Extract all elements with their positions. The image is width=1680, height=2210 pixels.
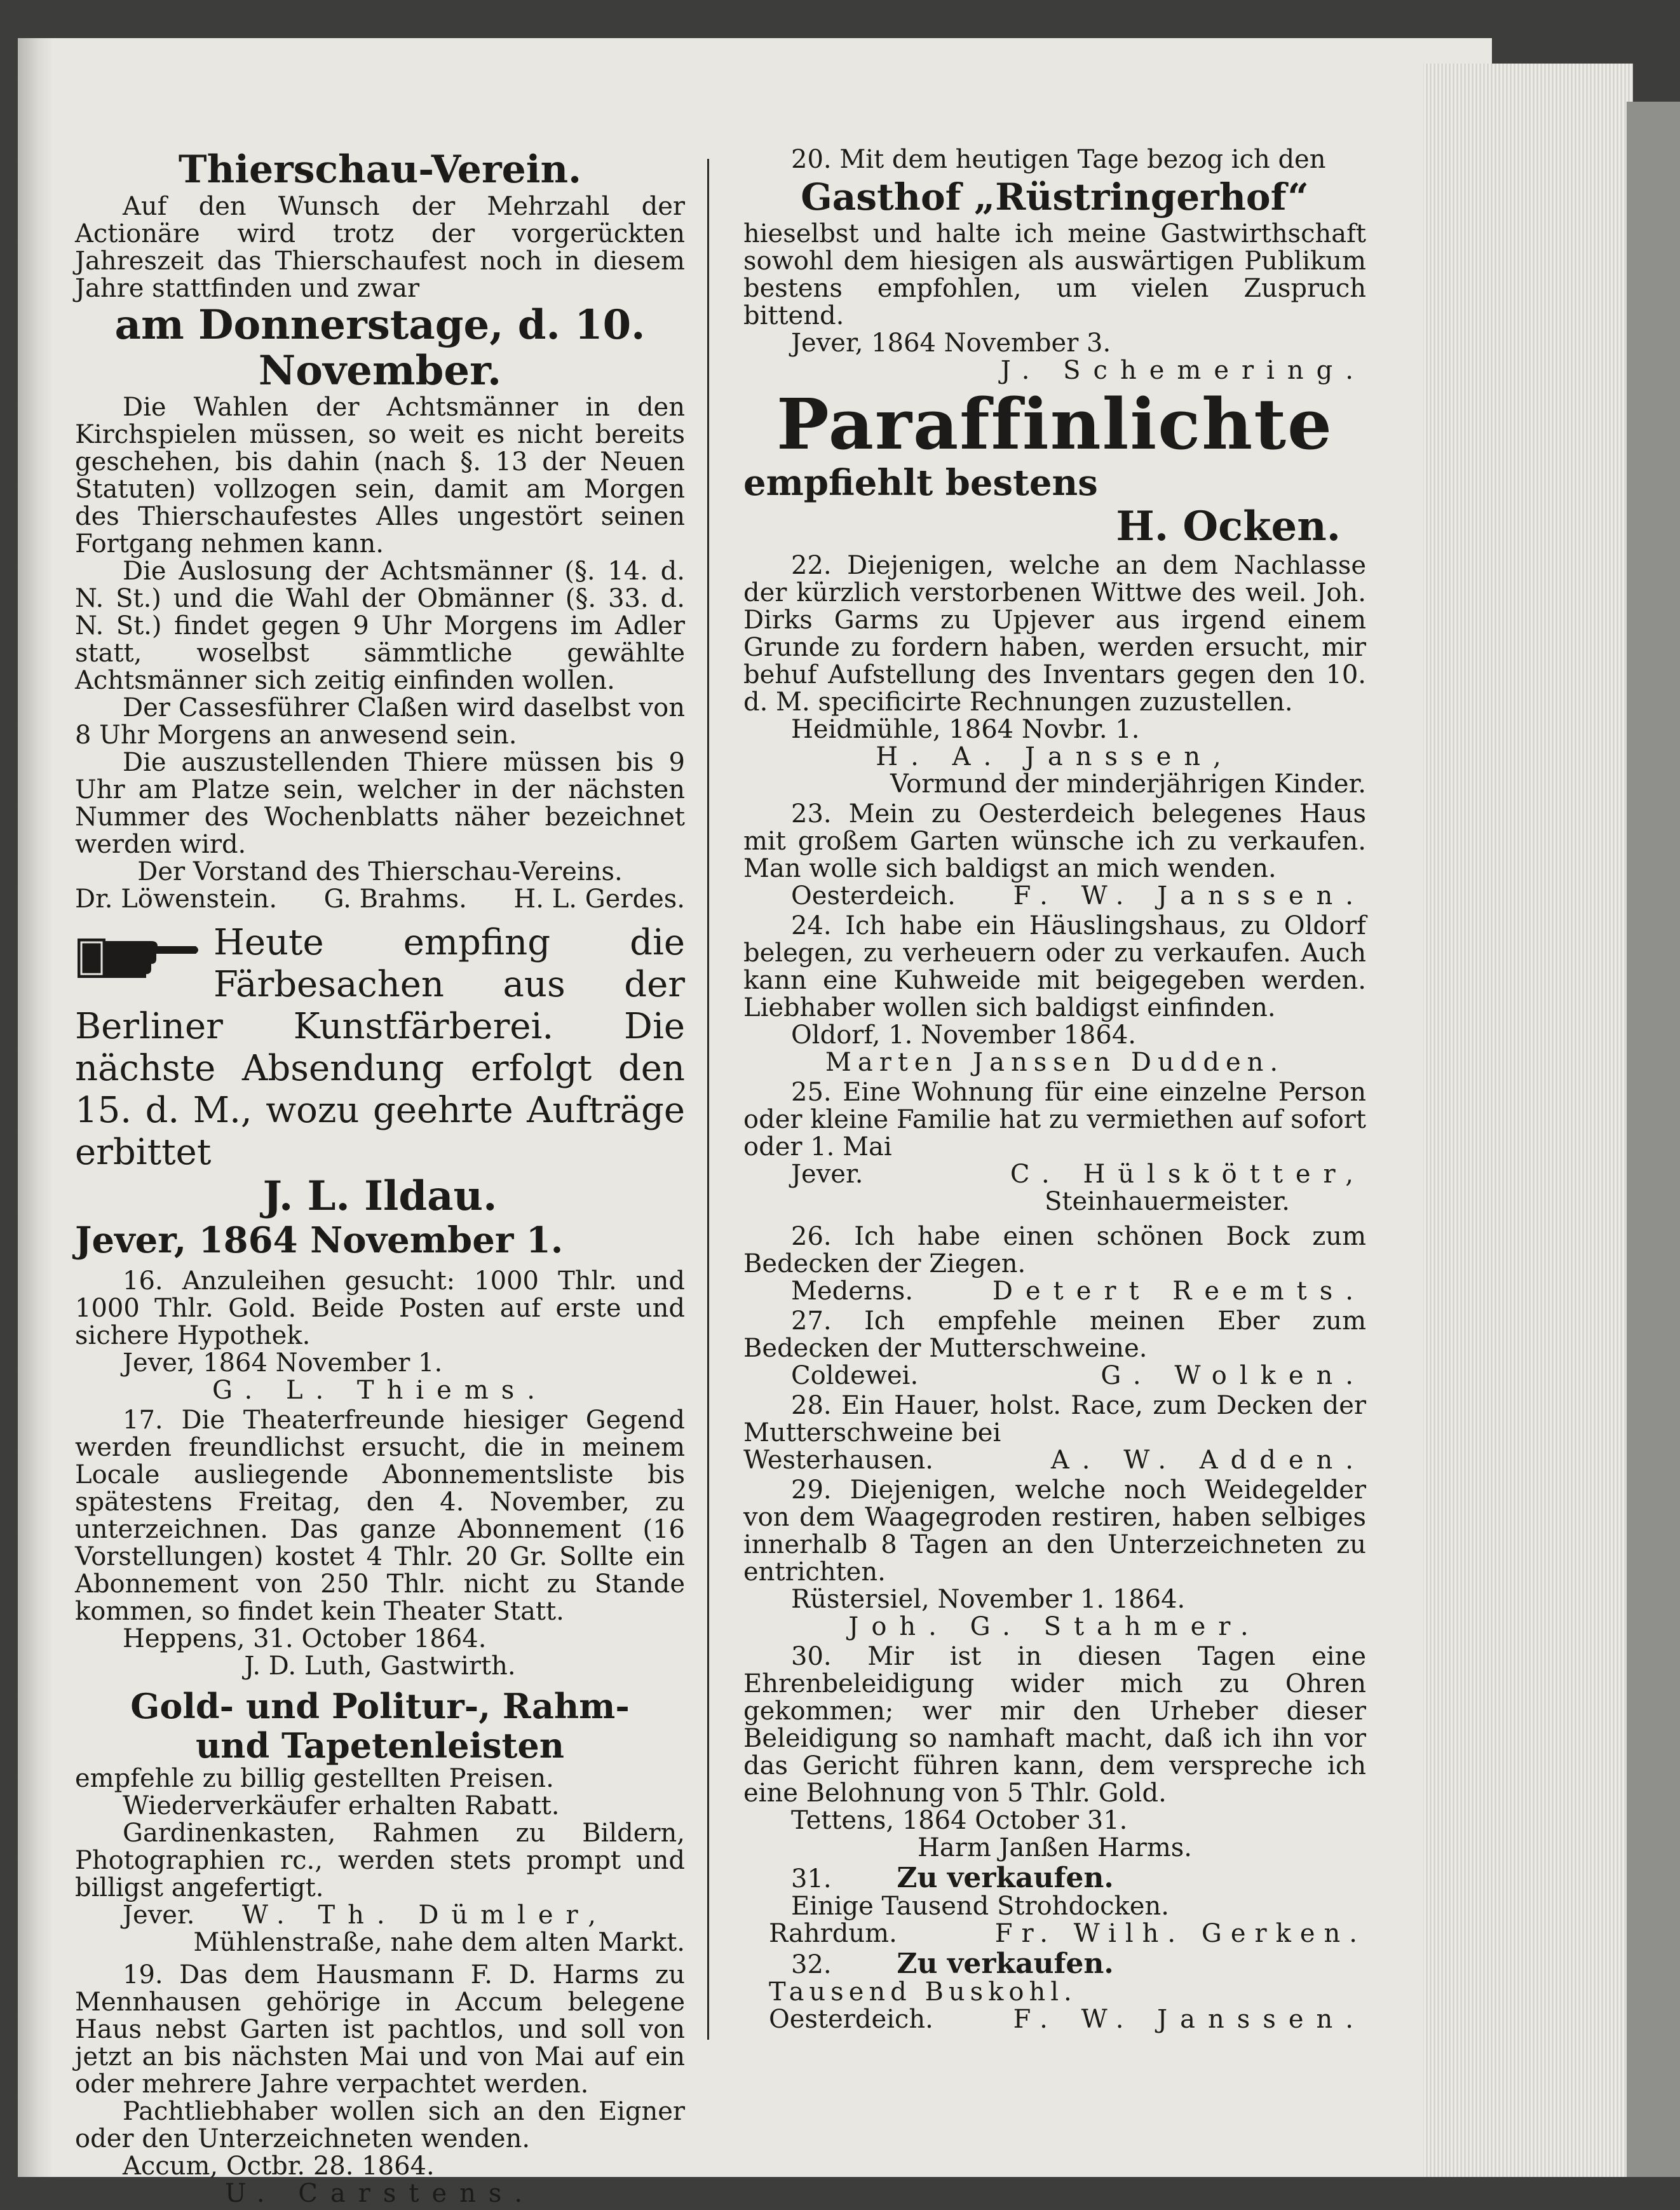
ad-text: 26. Ich habe einen schönen Bock zum Bedecken der Ziegen.: [743, 1222, 1366, 1278]
ad-17: [75, 1407, 685, 1680]
ad-place: Jever.: [123, 1901, 195, 1930]
ad-signature: U. Carstens.: [224, 2179, 536, 2208]
ad-text: Wiederverkäufer erhalten Rabatt.: [123, 1791, 560, 1820]
ad-text: Einige Tausend Strohdocken.: [791, 1892, 1169, 1921]
page-edges: [1423, 64, 1633, 2177]
ad-address: Mühlenstraße, nahe dem alten Markt.: [193, 1928, 685, 1957]
ad-place: Mederns.: [791, 1277, 914, 1306]
ad-text: 28. Ein Hauer, holst. Race, zum Decken der Mutterschweine bei: [743, 1391, 1366, 1447]
ad-signature: Fr. Wilh. Gerken.: [994, 1919, 1366, 1948]
ad-signature: C. Hülskötter,: [1010, 1160, 1366, 1189]
ad-text: 30. Mir ist in diesen Tagen eine Ehrenbeleidigung wider mich zu Ohren gekommen; wer mir den Urheber dieser Beleidigung so namhaft macht, daß ich ihn vor das Gericht führen kann, dem verspreche ich eine Belohnung von 5 Thlr. Gold.: [743, 1642, 1366, 1808]
ad-text: 16. Anzuleihen gesucht: 1000 Thlr. und 1000 Thlr. Gold. Beide Posten auf erste und sichere Hypothek.: [75, 1266, 685, 1350]
ad-16: [75, 1268, 685, 1404]
ad-22: [743, 552, 1366, 798]
ad-heading-line: [743, 1950, 1366, 1979]
dye-name: J. L. Ildau.: [262, 1172, 498, 1220]
ad-signature-line: [743, 1161, 1366, 1188]
paraffin-signature: H. Ocken.: [1116, 503, 1341, 550]
ad-place: Heppens, 31. October 1864.: [123, 1624, 487, 1653]
dye-text: Heute empfing die Färbesachen aus der Berliner Kunstfärberei. Die nächste Absendung erfolgt den 15. d. M., wozu geehrte Aufträge erbittet: [75, 922, 685, 1173]
tv-paragraph: Die Wahlen der Achtsmänner in den Kirchspielen müssen, so weit es nicht bereits geschehen, bis dahin (nach §. 13 der Neuen Statuten) vollzogen sein, damit am Morgen des Thierschaufestes Alles ungestört seinen Fortgang nehmen kann.: [75, 393, 685, 559]
ad-signature-line: [743, 2006, 1366, 2033]
ad-24: [743, 912, 1366, 1076]
ad-30: [743, 1643, 1366, 1862]
tv-signatures: [75, 886, 685, 913]
ad-signature: Joh. G. Stahmer.: [848, 1612, 1261, 1641]
ad-signature: A. W. Adden.: [1050, 1446, 1366, 1475]
left-column: [75, 146, 685, 2210]
ad-heading: Zu verkaufen.: [897, 1948, 1114, 1980]
gold-heading: Gold- und Politur-, Rahm-: [130, 1686, 630, 1726]
column-divider: [707, 159, 709, 2040]
pointing-hand-icon: [75, 927, 202, 987]
dye-ad: [75, 922, 685, 1261]
ad-31: [743, 1864, 1366, 1948]
ad-number: 32.: [791, 1950, 832, 1979]
tv-title: Thierschau-Verein.: [178, 147, 582, 192]
signature: Dr. Löwenstein.: [75, 885, 278, 914]
ad-place: Accum, Octbr. 28. 1864.: [123, 2152, 435, 2181]
ad-place: Jever, 1864 November 1.: [123, 1348, 443, 1378]
tv-paragraph: Auf den Wunsch der Mehrzahl der Actionäre wird trotz der vorgerückten Jahreszeit das Thierschaufest noch in diesem Jahre stattfinden und zwar: [75, 192, 685, 303]
thierschau-ad: [75, 146, 685, 913]
right-column: [743, 146, 1366, 2036]
signature: H. L. Gerdes.: [513, 885, 685, 914]
ad-heading: Gasthof „Rüstringerhof“: [801, 175, 1309, 219]
ad-text: 19. Das dem Hausmann F. D. Harms zu Mennhausen gehörige in Accum belegene Haus nebst Garten ist pachtlos, und soll von jetzt an bis nächsten Mai und von Mai auf ein oder mehrere Jahre verpachtet werden.: [75, 1960, 685, 2099]
ad-32: [743, 1950, 1366, 2033]
ad-number: 31.: [791, 1864, 832, 1894]
ad-text: 20. Mit dem heutigen Tage bezog ich den: [791, 145, 1326, 174]
ad-place: Jever, 1864 November 3.: [791, 329, 1111, 358]
ad-signature: Detert Reemts.: [992, 1277, 1366, 1306]
tv-paragraph: Die Auslosung der Achtsmänner (§. 14. d. N. St.) und die Wahl der Obmänner (§. 33. d. N. St.) findet gegen 9 Uhr Morgens im Adler statt, woselbst sämmtliche gewählte Achtsmänner sich zeitig einfinden wollen.: [75, 557, 685, 695]
ad-26: [743, 1223, 1366, 1305]
ad-text: Tausend Buskohl.: [769, 1977, 1077, 2007]
ad-signature: Marten Janssen Dudden.: [825, 1048, 1285, 1077]
ad-place: Oesterdeich.: [769, 2005, 933, 2034]
ad-signature-line: [743, 883, 1366, 910]
ad-text: Gardinenkasten, Rahmen zu Bildern, Photographien rc., werden stets prompt und billigst angefertigt.: [75, 1819, 685, 1902]
ad-place: Oldorf, 1. November 1864.: [791, 1020, 1136, 1050]
ad-place: Tettens, 1864 October 31.: [791, 1806, 1128, 1835]
paraffin-heading: Paraffinlichte: [776, 383, 1333, 465]
tv-board: Der Vorstand des Thierschau-Vereins.: [137, 857, 623, 886]
ad-23: [743, 801, 1366, 910]
ad-text: 27. Ich empfehle meinen Eber zum Bedecken der Mutterschweine.: [743, 1306, 1366, 1363]
ad-text: empfehle zu billig gestellten Preisen.: [75, 1764, 554, 1793]
ad-place: Heidmühle, 1864 Novbr. 1.: [791, 715, 1140, 744]
ad-28: [743, 1392, 1366, 1474]
ad-heading-line: [743, 1864, 1366, 1893]
ad-signature: G. L. Thiems.: [212, 1376, 548, 1405]
ad-text: Pachtliebhaber wollen sich an den Eigner oder den Unterzeichneten wenden.: [75, 2097, 685, 2153]
ad-signature: F. W. Janssen.: [1013, 881, 1366, 911]
gold-signature-line: [75, 1902, 685, 1929]
ad-signature: J. Schemering.: [1000, 356, 1366, 385]
gold-heading: und Tapetenleisten: [195, 1725, 565, 1766]
ad-signature: J. D. Luth, Gastwirth.: [244, 1651, 516, 1681]
ad-place: Westerhausen.: [743, 1446, 933, 1475]
ad-place: Coldewei.: [791, 1361, 919, 1390]
ad-signature: Harm Janßen Harms.: [917, 1833, 1193, 1862]
tv-paragraph: Der Cassesführer Claßen wird daselbst von 8 Uhr Morgens an anwesend sein.: [75, 693, 685, 750]
ad-text: hieselbst und halte ich meine Gastwirthschaft sowohl dem hiesigen als auswärtigen Publikum bestens empfohlen, um vielen Zuspruch bittend.: [743, 219, 1366, 330]
ad-text: 24. Ich habe ein Häuslingshaus, zu Oldorf belegen, zu verheuern oder zu verkaufen. Auch kann eine Kuhweide mit beigegeben werden. Liebhaber wollen sich baldigst einfinden.: [743, 911, 1366, 1022]
ad-signature-line: [743, 1362, 1366, 1390]
ad-signature-line: [743, 1920, 1366, 1948]
tv-paragraph: Die auszustellenden Thiere müssen bis 9 Uhr am Platze sein, welcher in der nächsten Nummer des Wochenblatts näher bezeichnet werden wird.: [75, 748, 685, 859]
ad-20: [743, 146, 1366, 384]
tv-date: am Donnerstage, d. 10. November.: [114, 301, 646, 395]
ad-signature-line: [743, 1278, 1366, 1305]
dye-place: Jever, 1864 November 1.: [75, 1219, 564, 1261]
ad-signature: H. A. Janssen,: [876, 742, 1234, 771]
ad-signature: W. Th. Dümler,: [241, 1901, 609, 1930]
ad-place: Rahrdum.: [769, 1919, 897, 1948]
ad-text: 22. Diejenigen, welche an dem Nachlasse der kürzlich verstorbenen Wittwe des weil. Joh. Dirks Garms zu Upjever aus irgend einem Grunde zu fordern haben, werden ersucht, mir behuf Aufstellung des Inventars gegen den 10. d. M. specificirte Rechnungen zuzustellen.: [743, 551, 1366, 717]
gold-ad: [75, 1686, 685, 1956]
ad-heading: Zu verkaufen.: [897, 1862, 1114, 1894]
ad-19: [75, 1962, 685, 2207]
ad-signature-line: [743, 1447, 1366, 1474]
paraffin-ad: [743, 383, 1366, 550]
signature: G. Brahms.: [323, 885, 467, 914]
ad-place: Rüstersiel, November 1. 1864.: [791, 1585, 1186, 1614]
ad-signature: F. W. Janssen.: [1013, 2005, 1366, 2034]
ad-text: 29. Diejenigen, welche noch Weidegelder von dem Waagegroden restiren, haben selbiges innerhalb 8 Tagen an den Unterzeichneten zu entrichten.: [743, 1475, 1366, 1587]
book-spine-shadow: [18, 38, 53, 2177]
ad-signature: G. Wolken.: [1101, 1361, 1366, 1390]
ad-place: Jever.: [791, 1160, 864, 1189]
ad-place: Oesterdeich.: [791, 881, 956, 911]
ad-role: Steinhauermeister.: [1045, 1187, 1290, 1216]
ad-text: 25. Eine Wohnung für eine einzelne Person oder kleine Familie hat zu vermiethen auf sofort oder 1. Mai: [743, 1078, 1366, 1162]
ad-25: [743, 1079, 1366, 1216]
paraffin-sub: empfiehlt bestens: [743, 462, 1098, 504]
ad-27: [743, 1308, 1366, 1390]
ad-text: 17. Die Theaterfreunde hiesiger Gegend werden freundlichst ersucht, die in meinem Locale ausliegende Abonnementsliste bis spätestens Freitag, den 4. November, zu unterzeichnen. Das ganze Abonnement (16 Vorstellungen) kostet 4 Thlr. 20 Gr. Sollte ein Abonnement von 250 Thlr. nicht zu Stande kommen, so findet kein Theater Statt.: [75, 1406, 685, 1626]
ad-text: 23. Mein zu Oesterdeich belegenes Haus mit großem Garten wünsche ich zu verkaufen. Man wolle sich baldigst an mich wenden.: [743, 799, 1366, 883]
ad-role: Vormund der minderjährigen Kinder.: [890, 769, 1366, 799]
ad-29: [743, 1477, 1366, 1641]
page-edges-shadow: [1627, 102, 1680, 2177]
